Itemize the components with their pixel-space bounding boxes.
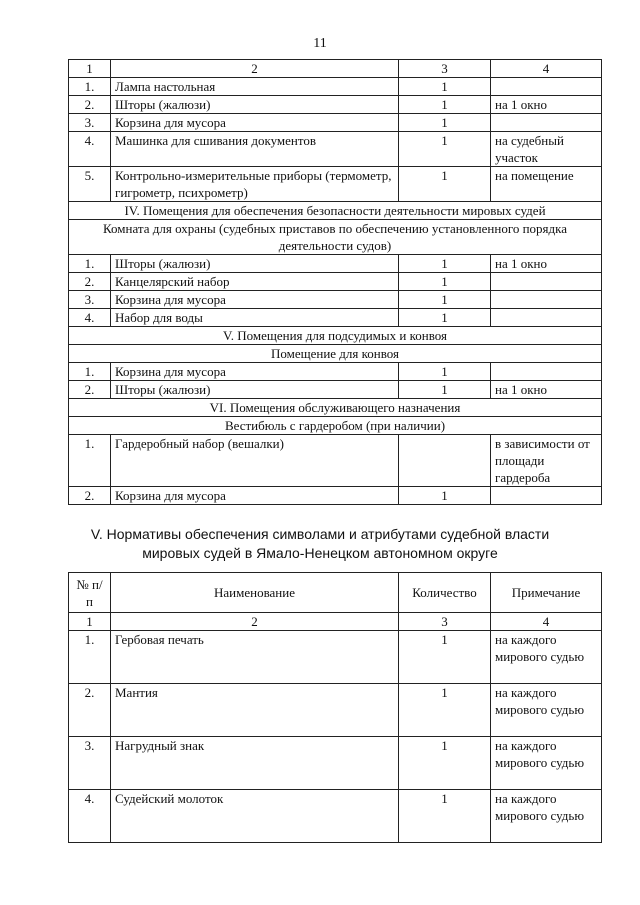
item-name: Судейский молоток <box>111 790 399 843</box>
item-quantity: 1 <box>399 291 491 309</box>
section-title: VI. Помещения обслуживающего назначения <box>69 399 602 417</box>
row-number: 3. <box>69 737 111 790</box>
page-number: 11 <box>313 36 327 51</box>
row-number: 2. <box>69 487 111 505</box>
item-note: на каждого мирового судью <box>491 684 602 737</box>
item-quantity: 1 <box>399 684 491 737</box>
column-number-cell: 4 <box>491 60 602 78</box>
table-row <box>69 684 602 737</box>
column-number-cell: 4 <box>491 613 602 631</box>
row-number: 4. <box>69 309 111 327</box>
item-name: Канцелярский набор <box>111 273 399 291</box>
section-title: Комната для охраны (судебных приставов по обеспечению установленного порядка деятельности судов) <box>69 220 602 255</box>
section-row <box>69 417 602 435</box>
item-note: на помещение <box>491 167 602 202</box>
section-heading <box>0 525 640 563</box>
column-header: Количество <box>399 573 491 613</box>
item-name: Корзина для мусора <box>111 363 399 381</box>
table-row <box>69 631 602 684</box>
row-number: 2. <box>69 381 111 399</box>
heading-line-1: V. Нормативы обеспечения символами и атрибутами судебной власти <box>90 526 550 542</box>
table-row <box>69 487 602 505</box>
table-row <box>69 737 602 790</box>
column-number-cell: 3 <box>399 613 491 631</box>
table-row <box>69 381 602 399</box>
table-header-row <box>69 60 602 78</box>
row-number: 2. <box>69 96 111 114</box>
item-name: Набор для воды <box>111 309 399 327</box>
item-quantity: 1 <box>399 381 491 399</box>
item-name: Корзина для мусора <box>111 487 399 505</box>
table-row <box>69 291 602 309</box>
column-number-cell: 1 <box>69 60 111 78</box>
item-name: Шторы (жалюзи) <box>111 96 399 114</box>
row-number: 4. <box>69 132 111 167</box>
row-number: 2. <box>69 684 111 737</box>
section-row <box>69 399 602 417</box>
column-header: Наименование <box>111 573 399 613</box>
item-name: Гербовая печать <box>111 631 399 684</box>
item-quantity: 1 <box>399 78 491 96</box>
row-number: 1. <box>69 363 111 381</box>
item-note <box>491 114 602 132</box>
section-row <box>69 220 602 255</box>
item-note: на 1 окно <box>491 96 602 114</box>
item-quantity: 1 <box>399 132 491 167</box>
item-note <box>491 78 602 96</box>
item-quantity: 1 <box>399 737 491 790</box>
item-name: Корзина для мусора <box>111 114 399 132</box>
item-quantity: 1 <box>399 631 491 684</box>
item-quantity: 1 <box>399 255 491 273</box>
item-note <box>491 487 602 505</box>
equipment-table <box>68 59 602 505</box>
item-quantity: 1 <box>399 309 491 327</box>
row-number: 4. <box>69 790 111 843</box>
item-note: на 1 окно <box>491 381 602 399</box>
item-name: Гардеробный набор (вешалки) <box>111 435 399 487</box>
item-name: Машинка для сшивания документов <box>111 132 399 167</box>
item-note <box>491 363 602 381</box>
item-name: Мантия <box>111 684 399 737</box>
item-quantity: 1 <box>399 363 491 381</box>
item-quantity: 1 <box>399 273 491 291</box>
section-title: V. Помещения для подсудимых и конвоя <box>69 327 602 345</box>
item-note: на каждого мирового судью <box>491 631 602 684</box>
symbols-table <box>68 572 602 843</box>
section-title: IV. Помещения для обеспечения безопасности деятельности мировых судей <box>69 202 602 220</box>
item-name: Лампа настольная <box>111 78 399 96</box>
item-note: на 1 окно <box>491 255 602 273</box>
item-note: в зависимости от площади гардероба <box>491 435 602 487</box>
heading-line-2: мировых судей в Ямало-Ненецком автономном округе <box>142 545 498 561</box>
item-quantity: 1 <box>399 790 491 843</box>
item-name: Корзина для мусора <box>111 291 399 309</box>
item-note <box>491 309 602 327</box>
item-name: Нагрудный знак <box>111 737 399 790</box>
section-title: Помещение для конвоя <box>69 345 602 363</box>
row-number: 1. <box>69 631 111 684</box>
item-name: Шторы (жалюзи) <box>111 255 399 273</box>
column-number-cell: 3 <box>399 60 491 78</box>
item-quantity <box>399 435 491 487</box>
item-quantity: 1 <box>399 114 491 132</box>
item-quantity: 1 <box>399 167 491 202</box>
table-header-row <box>69 573 602 613</box>
table-row <box>69 96 602 114</box>
item-note <box>491 291 602 309</box>
item-quantity: 1 <box>399 96 491 114</box>
row-number: 1. <box>69 78 111 96</box>
table-row <box>69 132 602 167</box>
table-row <box>69 114 602 132</box>
item-quantity: 1 <box>399 487 491 505</box>
column-numbering-row <box>69 613 602 631</box>
column-header: Примечание <box>491 573 602 613</box>
table-row <box>69 363 602 381</box>
table-row <box>69 273 602 291</box>
table-row <box>69 78 602 96</box>
table-row <box>69 435 602 487</box>
table-row <box>69 790 602 843</box>
row-number: 5. <box>69 167 111 202</box>
row-number: 2. <box>69 273 111 291</box>
item-name: Шторы (жалюзи) <box>111 381 399 399</box>
column-header: № п/п <box>69 573 111 613</box>
section-row <box>69 327 602 345</box>
column-number-cell: 2 <box>111 613 399 631</box>
row-number: 1. <box>69 255 111 273</box>
row-number: 3. <box>69 291 111 309</box>
item-note: на каждого мирового судью <box>491 737 602 790</box>
table-row <box>69 255 602 273</box>
section-row <box>69 202 602 220</box>
section-row <box>69 345 602 363</box>
column-number-cell: 2 <box>111 60 399 78</box>
item-note <box>491 273 602 291</box>
row-number: 1. <box>69 435 111 487</box>
table-row <box>69 309 602 327</box>
row-number: 3. <box>69 114 111 132</box>
column-number-cell: 1 <box>69 613 111 631</box>
item-name: Контрольно-измерительные приборы (термометр, гигрометр, психрометр) <box>111 167 399 202</box>
item-note: на каждого мирового судью <box>491 790 602 843</box>
item-note: на судебный участок <box>491 132 602 167</box>
section-title: Вестибюль с гардеробом (при наличии) <box>69 417 602 435</box>
table-row <box>69 167 602 202</box>
